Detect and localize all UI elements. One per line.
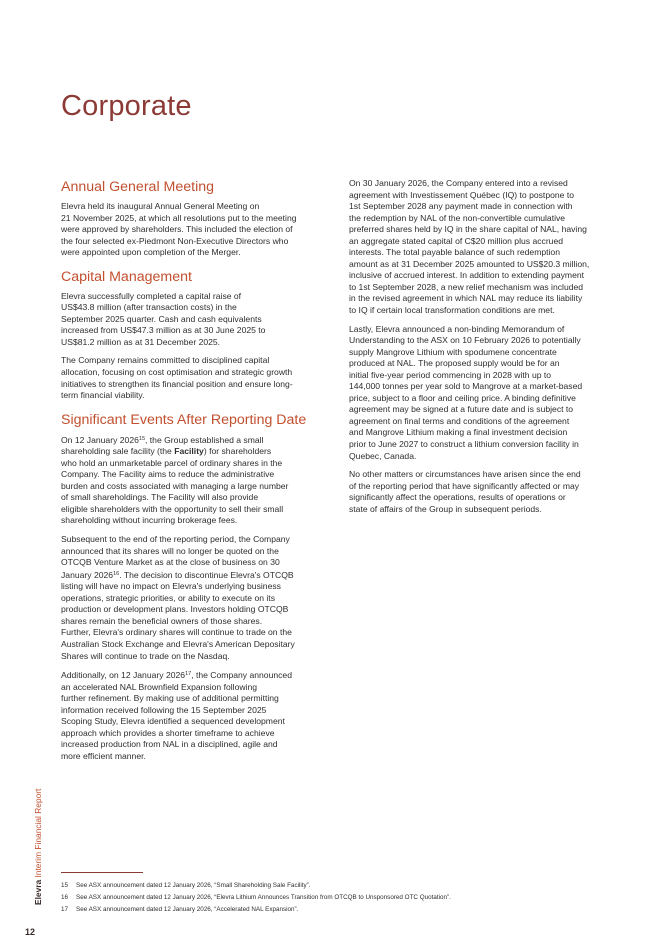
side-label-text: Interim Financial Report: [33, 788, 43, 878]
events-p1-text-a: On 12 January 2026: [61, 434, 139, 445]
capital-paragraph-2: The Company remains committed to disciplined capital allocation, focusing on cost optimisation and strategic growth initiatives to strengthen its financial position and ensure long- term financial viability.: [61, 355, 293, 401]
footnote-ref-15: 15: [138, 435, 146, 442]
events-p3-text-b: , the Company announced an accelerated NAL Brownfield Expansion following further refinement. By making use of additional permitting information received following the 15 September 2025 Scoping Study, Elevra identified a sequenced development approach which provides a shorter timeframe to achieve increased production from NAL in a disciplined, agile and more efficient manner.: [61, 670, 292, 761]
footnote-text: See ASX announcement dated 12 January 2026, “Small Shareholding Sale Facility”.: [76, 882, 311, 889]
section-significant-events: [61, 411, 325, 763]
side-label-brand: Elevra: [33, 879, 43, 905]
events-paragraph-otcqb: [61, 534, 325, 662]
footnote-17: [61, 904, 621, 916]
section-agm: [61, 178, 325, 259]
events-p3-text-a: Additionally, on 12 January 2026: [61, 670, 186, 681]
footnote-ref-17: 17: [185, 671, 192, 678]
heading-capital-management: Capital Management: [61, 268, 192, 285]
events-p1-bold-term: Facility: [174, 446, 204, 457]
iq-agreement-paragraph: On 30 January 2026, the Company entered into a revised agreement with Investissement Québec (IQ) to postpone to 1st September 2028 any payment made in connection with the redemption by NAL of the non-convertible cumulative preferred shares held by IQ in the share capital of NAL, having an aggregate stated capital of C$20 million plus accrued interests. The total payable balance of such redemption amount as at 31 December 2025 amounted to US$20.3 million, inclusive of accrued interest. In addition to extending payment to 1st September 2028, a new relief mechanism was included in the revised agreement in which NAL may reduce its liability to IQ if certain local transformation conditions are met.: [349, 178, 590, 316]
section-capital-management: [61, 268, 325, 402]
footnote-number: 16: [61, 894, 69, 901]
footnote-text: See ASX announcement dated 12 January 2026, “Accelerated NAL Expansion”.: [76, 906, 299, 913]
page-title: Corporate: [61, 90, 192, 122]
mangrove-mou-paragraph: Lastly, Elevra announced a non-binding Memorandum of Understanding to the ASX on 10 February 2026 to potentially supply Mangrove Lithium with spodumene concentrate produced at NAL. The proposed supply would be for an initial five-year period commencing in 2028 with up to 144,000 tonnes per year sold to Mangrove at a market-based price, subject to a floor and ceiling price. A binding definitive agreement may be signed at a future date and is subject to agreement on final terms and conditions of the agreement and Mangrove Lithium making a final investment decision prior to June 2027 to construct a lithium conversion facility in Quebec, Canada.: [349, 323, 583, 461]
agm-paragraph: Elevra held its inaugural Annual General Meeting on 21 November 2025, at which all resolutions put to the meeting were approved by shareholders. This included the election of the four selected ex-Piedmont Non-Executive Directors who were appointed upon completion of the Merger.: [61, 201, 297, 258]
left-column: [61, 178, 325, 769]
right-column: [349, 178, 615, 522]
no-other-matters-paragraph: No other matters or circumstances have arisen since the end of the reporting period that have significantly affected or may significantly affect the operations, results of operations or state of affairs of the Group in subsequent periods.: [349, 469, 581, 514]
footnote-ref-16: 16: [113, 570, 120, 577]
footnote-15: [61, 880, 621, 892]
events-p2-text-b: . The decision to discontinue Elevra's OTCQB listing will have no impact on Elevra's underlying business operations, strategic priorities, or ability to execute on its production or development plans. Investors holding OTCQB shares remain the beneficial owners of those shares. Further, Elevra's ordinary shares will continue to trade on the Australian Stock Exchange and Elevra's American Depositary Shares will continue to trade on the Nasdaq.: [61, 569, 295, 661]
side-report-label: [33, 789, 43, 905]
footnote-number: 17: [61, 906, 69, 913]
footnote-divider: [61, 872, 143, 873]
footnote-number: 15: [61, 882, 69, 889]
events-paragraph-facility: [61, 434, 325, 527]
heading-annual-general-meeting: Annual General Meeting: [61, 179, 215, 195]
events-p1-text-c: ) for shareholders who hold an unmarketable parcel of ordinary shares in the Company. The Facility aims to reduce the administrative burden and costs associated with managing a large number of small shareholdings. The Facility will also provide eligible shareholders with the opportunity to sell their small shareholding without incurring brokerage fees.: [61, 446, 289, 526]
events-p1-text-b: , the Group established a small shareholding sale facility (the: [61, 434, 264, 457]
footnote-16: [61, 892, 621, 904]
footnote-text: See ASX announcement dated 12 January 2026, “Elevra Lithium Announces Transition from OTCQB to Unsponsored OTC Quotation”.: [76, 894, 451, 901]
page-number: 12: [25, 927, 36, 937]
capital-paragraph-1: Elevra successfully completed a capital raise of US$43.8 million (after transaction costs) in the September 2025 quarter. Cash and cash equivalents increased from US$47.3 million as at 30 June 2025 to US$81.2 million as at 31 December 2025.: [61, 290, 266, 347]
events-paragraph-nal-expansion: [61, 669, 325, 762]
heading-significant-events: Significant Events After Reporting Date: [61, 411, 307, 428]
footnotes: [61, 880, 621, 916]
events-p2-text-a: Subsequent to the end of the reporting period, the Company announced that its shares will no longer be quoted on the OTCQB Venture Market as at the close of business on 30 January 2026: [61, 534, 290, 580]
